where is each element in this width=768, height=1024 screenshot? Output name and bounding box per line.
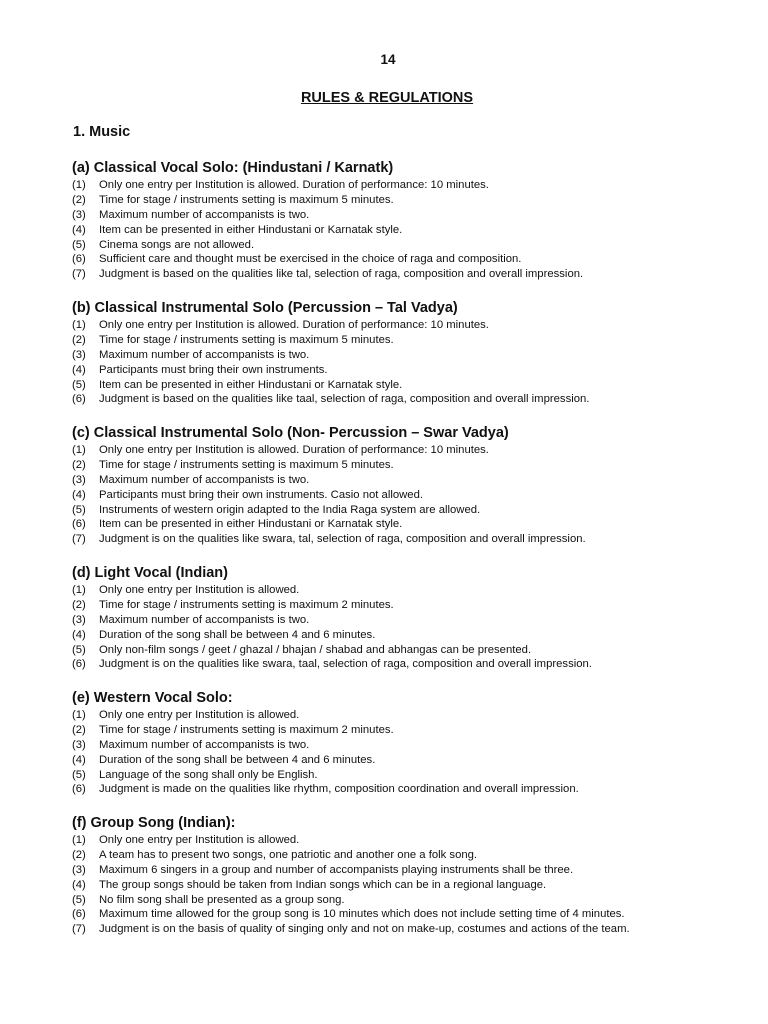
rule-item <box>72 392 752 407</box>
rule-number: (6) <box>72 908 86 921</box>
rule-number: (4) <box>72 223 86 236</box>
rule-number: (6) <box>72 783 86 796</box>
rule-number: (5) <box>72 768 86 781</box>
rule-text: Sufficient care and thought must be exercised in the choice of raga and composition. <box>99 253 522 266</box>
rule-number: (2) <box>72 333 86 346</box>
section-heading: (d) Light Vocal (Indian) <box>72 565 228 581</box>
rule-item <box>72 723 752 738</box>
rule-item <box>72 628 752 643</box>
page-number: 14 <box>380 52 396 67</box>
rule-item <box>72 193 752 208</box>
rule-text: Judgment is on the qualities like swara, tal, selection of raga, composition and overall impression. <box>99 533 586 546</box>
section-heading: (a) Classical Vocal Solo: (Hindustani / Karnatk) <box>72 160 394 176</box>
rule-number: (2) <box>72 848 86 861</box>
section-light-vocal-indian <box>72 564 752 672</box>
rule-text: Maximum number of accompanists is two. <box>99 613 310 626</box>
rule-number: (3) <box>72 863 86 876</box>
rule-item <box>72 753 752 768</box>
rule-number: (2) <box>72 723 86 736</box>
rule-list <box>72 833 752 937</box>
document-title: RULES & REGULATIONS <box>300 90 474 106</box>
rule-text: Judgment is on the basis of quality of singing only and not on make-up, costumes and actions of the team. <box>99 923 630 936</box>
rule-item <box>72 878 752 893</box>
rule-text: Time for stage / instruments setting is maximum 2 minutes. <box>99 723 394 736</box>
rule-text: Maximum number of accompanists is two. <box>99 738 310 751</box>
rule-number: (3) <box>72 473 86 486</box>
rule-item <box>72 863 752 878</box>
rule-number: (3) <box>72 208 86 221</box>
rule-number: (4) <box>72 488 86 501</box>
rule-text: Only one entry per Institution is allowed. Duration of performance: 10 minutes. <box>99 179 489 191</box>
rule-item <box>72 333 752 348</box>
rule-item <box>72 848 752 863</box>
rule-text: Time for stage / instruments setting is maximum 5 minutes. <box>99 333 394 346</box>
rule-text: Only one entry per Institution is allowed. <box>99 709 300 721</box>
rule-item <box>72 738 752 753</box>
rule-item <box>72 893 752 908</box>
rule-item <box>72 532 752 547</box>
rule-number: (1) <box>72 584 86 596</box>
rule-item <box>72 223 752 238</box>
rule-number: (6) <box>72 518 86 531</box>
rule-item <box>72 238 752 253</box>
rule-number: (7) <box>72 268 86 281</box>
rule-text: Participants must bring their own instruments. Casio not allowed. <box>99 488 423 501</box>
section-group-song-indian <box>72 814 752 937</box>
rule-number: (6) <box>72 658 86 671</box>
rule-number: (4) <box>72 878 86 891</box>
rule-item <box>72 768 752 783</box>
main-heading: 1. Music <box>73 124 131 140</box>
rule-list <box>72 583 752 672</box>
rule-number: (5) <box>72 503 86 516</box>
rule-text: Item can be presented in either Hindustani or Karnatak style. <box>99 223 403 236</box>
section-heading: (f) Group Song (Indian): <box>72 815 236 831</box>
rule-text: Only one entry per Institution is allowed. <box>99 584 300 596</box>
rule-number: (2) <box>72 193 86 206</box>
section-heading: (c) Classical Instrumental Solo (Non- Percussion – Swar Vadya) <box>72 425 509 441</box>
rule-text: Maximum number of accompanists is two. <box>99 473 310 486</box>
rule-item <box>72 318 752 333</box>
rule-text: Time for stage / instruments setting is maximum 5 minutes. <box>99 458 394 471</box>
rule-item <box>72 583 752 598</box>
rule-number: (3) <box>72 348 86 361</box>
rule-item <box>72 348 752 363</box>
rule-number: (7) <box>72 533 86 546</box>
rule-number: (3) <box>72 738 86 751</box>
rule-number: (4) <box>72 628 86 641</box>
section-heading: (e) Western Vocal Solo: <box>72 690 233 706</box>
rule-item <box>72 907 752 922</box>
rule-number: (1) <box>72 179 86 191</box>
rule-item <box>72 833 752 848</box>
rule-number: (5) <box>72 643 86 656</box>
rule-text: Item can be presented in either Hindustani or Karnatak style. <box>99 518 403 531</box>
rule-number: (2) <box>72 598 86 611</box>
section-classical-instrumental-percussion <box>72 299 752 407</box>
rule-text: No film song shall be presented as a group song. <box>99 893 345 906</box>
rule-number: (1) <box>72 709 86 721</box>
rule-item <box>72 488 752 503</box>
rule-number: (5) <box>72 378 86 391</box>
rule-item <box>72 178 752 193</box>
rule-text: Cinema songs are not allowed. <box>99 238 255 251</box>
rule-item <box>72 267 752 282</box>
rule-text: A team has to present two songs, one patriotic and another one a folk song. <box>99 848 478 861</box>
rule-number: (4) <box>72 753 86 766</box>
rule-text: Maximum number of accompanists is two. <box>99 208 310 221</box>
rule-text: Only one entry per Institution is allowed. Duration of performance: 10 minutes. <box>99 319 489 331</box>
rule-text: Instruments of western origin adapted to the India Raga system are allowed. <box>99 503 481 516</box>
rule-text: Participants must bring their own instruments. <box>99 363 328 376</box>
rule-number: (5) <box>72 893 86 906</box>
rule-text: Judgment is made on the qualities like rhythm, composition coordination and overall impression. <box>99 783 579 796</box>
rule-number: (6) <box>72 393 86 406</box>
rule-text: Maximum 6 singers in a group and number of accompanists playing instruments shall be three. <box>99 863 574 876</box>
rule-text: Only one entry per Institution is allowed. <box>99 834 300 846</box>
rule-item <box>72 708 752 723</box>
rule-text: Judgment is on the qualities like swara, taal, selection of raga, composition and overall impression. <box>99 658 592 671</box>
rule-number: (6) <box>72 253 86 266</box>
rule-item <box>72 517 752 532</box>
rule-list <box>72 708 752 797</box>
rule-item <box>72 922 752 937</box>
rule-text: Only non-film songs / geet / ghazal / bhajan / shabad and abhangas can be presented. <box>99 643 532 656</box>
rule-item <box>72 363 752 378</box>
rule-item <box>72 208 752 223</box>
rule-text: Judgment is based on the qualities like tal, selection of raga, composition and overall impression. <box>99 268 584 281</box>
rule-item <box>72 657 752 672</box>
rule-number: (2) <box>72 458 86 471</box>
rule-item <box>72 458 752 473</box>
rule-item <box>72 643 752 658</box>
rule-number: (7) <box>72 923 86 936</box>
rule-text: Maximum number of accompanists is two. <box>99 348 310 361</box>
rule-item <box>72 378 752 393</box>
rule-text: Language of the song shall only be English. <box>99 768 318 781</box>
rule-number: (3) <box>72 613 86 626</box>
rule-text: Judgment is based on the qualities like taal, selection of raga, composition and overall impression. <box>99 393 590 406</box>
rule-number: (1) <box>72 834 86 846</box>
rule-text: Time for stage / instruments setting is maximum 2 minutes. <box>99 598 394 611</box>
rule-item <box>72 473 752 488</box>
rule-text: Duration of the song shall be between 4 and 6 minutes. <box>99 753 376 766</box>
rule-item <box>72 503 752 518</box>
rule-text: Time for stage / instruments setting is maximum 5 minutes. <box>99 193 394 206</box>
rule-list <box>72 318 752 407</box>
rule-number: (4) <box>72 363 86 376</box>
rule-number: (1) <box>72 319 86 331</box>
rule-number: (1) <box>72 444 86 456</box>
rule-item <box>72 598 752 613</box>
rule-text: Item can be presented in either Hindustani or Karnatak style. <box>99 378 403 391</box>
rule-item <box>72 443 752 458</box>
rule-item <box>72 252 752 267</box>
rule-text: Duration of the song shall be between 4 and 6 minutes. <box>99 628 376 641</box>
rule-list <box>72 443 752 547</box>
section-western-vocal-solo <box>72 689 752 797</box>
section-classical-vocal-solo <box>72 159 752 282</box>
rule-item <box>72 613 752 628</box>
rule-text: The group songs should be taken from Indian songs which can be in a regional language. <box>99 878 547 891</box>
section-heading: (b) Classical Instrumental Solo (Percussion – Tal Vadya) <box>72 300 458 316</box>
rule-text: Only one entry per Institution is allowed. Duration of performance: 10 minutes. <box>99 444 489 456</box>
rule-item <box>72 782 752 797</box>
rule-list <box>72 178 752 282</box>
rule-number: (5) <box>72 238 86 251</box>
section-classical-instrumental-non-percussion <box>72 424 752 547</box>
rule-text: Maximum time allowed for the group song is 10 minutes which does not include setting time of 4 minutes. <box>99 908 625 921</box>
